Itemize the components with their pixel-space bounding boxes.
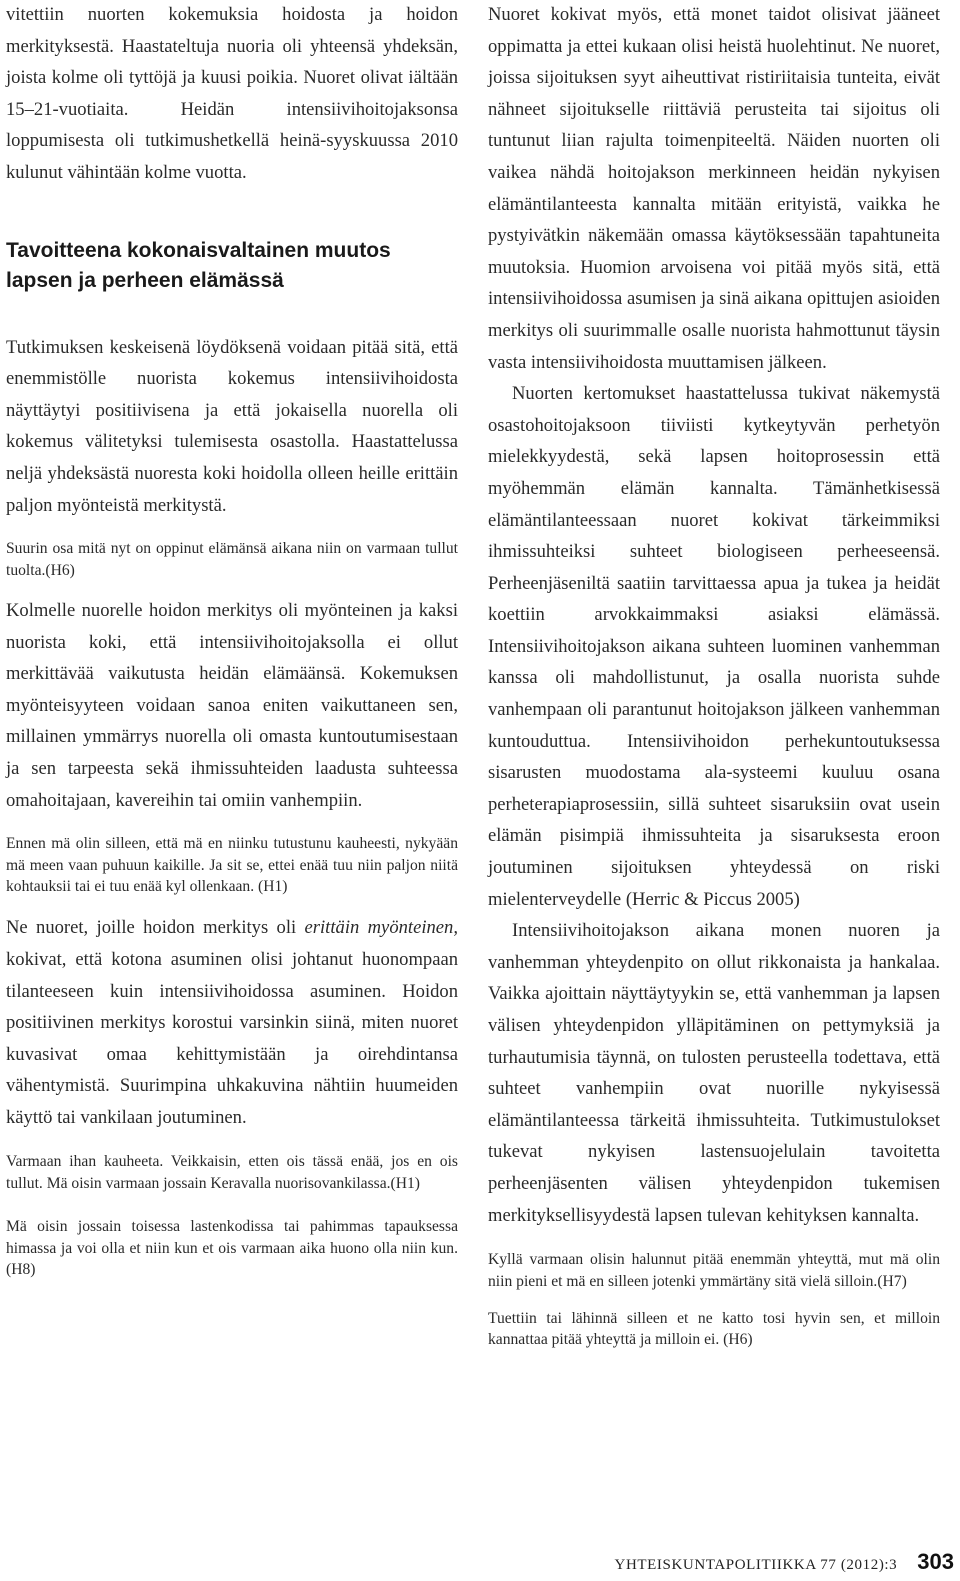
body-paragraph: Intensiivihoitojakson aikana monen nuoren ja vanhemman yhteydenpito on ollut rikkonaista ja hankalaa. Vaikka ajoittain näyttäytyykin se, että vanhemman ja lapsen välisen yhteydenpidon ylläpitäminen on pettymyksiä ja turhautumisia täynnä, on tulosten perusteella todettava, että suhteet vanhempiin ovat nuorille nykyisessä elämäntilanteessa tärkeitä ihmissuhteita. Tutkimustulokset tukevat nykyisen lastensuojelulain tavoitetta perheenjäsenten välisen yhteydenpidon tukemisen merkityksellisyydestä lapsen tulevan kehityksen kannalta. bbox=[488, 920, 940, 1226]
section-heading-line: lapsen ja perheen elämässä bbox=[6, 268, 284, 292]
body-text: kokivat, että kotona asuminen olisi johtanut huonompaan tilanteeseen kuin intensiivihoidossa asuminen. Hoidon positiivinen merkitys korostui varsinkin siinä, miten nuoret kuvasivat omaa kehittymistään ja oirehdintansa vähentymistä. Suurimpina uhkakuvina nähtiin huumeiden käyttö tai vankilaan joutuminen. bbox=[6, 948, 458, 1128]
interview-quote: Ennen mä olin silleen, että mä en niinku tutustunu kauheesti, nykyään mä meen vaan puhuun kaikille. Ja sit se, ettei enää tuu niin paljon niitä kohtauksii tai ei tuu enää kyl ollenkaan. (H1) bbox=[6, 835, 458, 895]
page-number: 303 bbox=[917, 1549, 954, 1574]
body-paragraph: Tutkimuksen keskeisenä löydöksenä voidaan pitää sitä, että enemmistölle nuorista kokemus intensiivihoidosta näyttäytyi positiivisena ja että jokaisella nuorella oli kokemus välitetyksi tulemisesta osastolla. Haastattelussa neljä yhdeksästä nuoresta koki hoidolla olleen heille erittäin paljon myönteistä merkitystä. bbox=[6, 336, 458, 516]
body-text: Ne nuoret, joille hoidon merkitys oli bbox=[6, 917, 305, 939]
section-heading bbox=[6, 236, 458, 296]
interview-quote: Mä oisin jossain toisessa lastenkodissa tai pahimmas tapauksessa himassa ja voi olla et niin kun et ois varmaan aika huono olla niin kun.(H8) bbox=[6, 1218, 458, 1279]
interview-quote: Varmaan ihan kauheeta. Veikkaisin, etten ois tässä enää, jos en ois tullut. Mä oisin varmaan jossain Keravalla nuorisovankilassa.(H1) bbox=[6, 1153, 458, 1192]
left-column bbox=[6, 0, 458, 1281]
right-column bbox=[488, 0, 940, 1351]
body-paragraph bbox=[6, 912, 458, 1133]
body-paragraph: Kolmelle nuorelle hoidon merkitys oli myönteinen ja kaksi nuorista koki, että intensiivihoitojaksolla ei ollut merkittävää vaikutusta heidän elämäänsä. Kokemuksen myönteisyyteen voidaan sanoa eniten vaikuttaneen sen, millainen ymmärrys nuorella oli omasta kuntoutumisestaan ja sen tarpeesta sekä ihmissuhteiden laadusta suhteessa omahoitajaan, kavereihin tai omiin vanhempiin. bbox=[6, 599, 458, 811]
page-footer bbox=[615, 1549, 954, 1575]
body-paragraph: Nuoret kokivat myös, että monet taidot olisivat jääneet oppimatta ja ettei kukaan olisi heistä huolehtinut. Ne nuoret, joissa sijoituksen syyt aiheuttivat ristiriitaisia tunteita, eivät nähneet sijoitukselle riittäviä perusteita tai sijoitus oli tuntunut liian rajulta toimenpiteeltä. Näiden nuorten oli vaikea nähdä hoitojakson merkinneen heidän nykyisen elämäntilanteesta kannalta mitään erityistä, vaikka he pystyivätkin näkemään omassa käytöksessään tapahtuneita muutoksia. Huomion arvoisena voi pitää myös sitä, että intensiivihoidossa asumisen ja sinä aikana opittujen asioiden merkitys oli suurimmalle osalle nuorista hahmottunut täysin vasta intensiivihoidosta muuttamisen jälkeen. bbox=[488, 4, 940, 373]
section-heading-line: Tavoitteena kokonaisvaltainen muutos bbox=[6, 238, 391, 262]
interview-quote: Suurin osa mitä nyt on oppinut elämänsä aikana niin on varmaan tullut tuolta.(H6) bbox=[6, 540, 458, 579]
body-paragraph: Nuorten kertomukset haastattelussa tukivat näkemystä osastohoitojaksoon tiiviisti kytkeytyvän perhetyön mielekkyydestä, sekä lapsen hoitoprosessin että myöhemmän elämän kannalta. Tämänhetkisessä elämäntilanteessaan nuoret kokivat tärkeimmiksi ihmissuhteiksi suhteet biologiseen perheeseensä. Perheenjäseniltä saatiin tarvittaessa apua ja tukea ja heidät koettiin arvokkaimmaksi asiaksi elämässä. Intensiivihoitojakson aikana suhteen luominen vanhemman kanssa oli mahdollistunut, ja osalla nuorista suhde vanhempaan oli parantunut hoitojakson jälkeen vanhemman kuntouduttua. Intensiivihoidon perhekuntoutuksessa sisarusten muodostama ala-systeemi kuuluu osana perheterapiaprosessiin, sillä suhteet sisaruksiin ovat usein elämän pisimpiä ihmissuhteita ja sisaruksesta eroon joutuminen sijoituksen yhteydessä on riski mielenterveydelle (Herric & Piccus 2005) bbox=[488, 383, 940, 910]
interview-quote: Tuettiin tai lähinnä silleen et ne katto tosi hyvin sen, et milloin kannattaa pitää yhteyttä ja milloin ei. (H6) bbox=[488, 1309, 940, 1349]
emphasis-text: erittäin myönteinen, bbox=[304, 917, 458, 939]
journal-citation: YHTEISKUNTAPOLITIIKKA 77 (2012):3 bbox=[614, 1557, 898, 1573]
body-paragraph: vitettiin nuorten kokemuksia hoidosta ja hoidon merkityksestä. Haastateltuja nuoria oli yhteensä yhdeksän, joista kolme oli tyttöjä ja kuusi poikia. Nuoret olivat iältään 15–21-vuotiaita. Heidän intensiivihoitojaksonsa loppumisesta oli tutkimushetkellä heinä-syyskuussa 2010 kulunut vähintään kolme vuotta. bbox=[6, 4, 458, 183]
interview-quote: Kyllä varmaan olisin halunnut pitää enemmän yhteyttä, mut mä olin niin pieni et mä en silleen jotenki ymmärtäny sitä vielä silloin.(H7) bbox=[488, 1251, 940, 1290]
